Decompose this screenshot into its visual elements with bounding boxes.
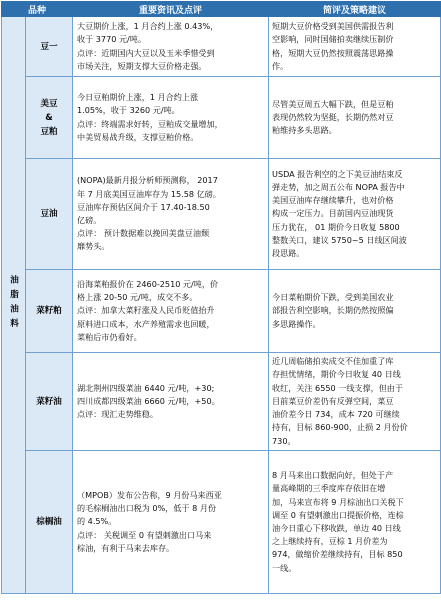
- header-variety: 品种: [2, 2, 73, 17]
- strategy-line: 油价差今日 734，成本 720 可继续: [272, 409, 400, 420]
- product-name: 豆油: [40, 209, 58, 219]
- report-table-container: [1, 1, 440, 601]
- strategy-line: 持有，目标 860-900，止损 2 月份价: [272, 422, 408, 433]
- news-cell-rapeseed-oil: [73, 353, 269, 451]
- news-line: 格上涨 20-50 元/吨，成交不多。: [77, 292, 198, 303]
- strategy-cell-rapeseed-meal: [269, 270, 441, 353]
- strategy-line: 近几周临储拍卖成交不佳加重了库: [272, 356, 394, 367]
- strategy-line: 今日菜粕期价下跌，受到美国农业: [272, 292, 394, 303]
- news-line: 四川成都四级菜油 6660 元/吨，+50。: [77, 395, 220, 406]
- strategy-line: 一线。: [272, 562, 297, 573]
- strategy-line: 部报告利空影响，长期仍然按照偏: [272, 305, 394, 316]
- news-line: 点评：近期国内大豆以及玉米季惜受到: [77, 47, 215, 58]
- news-line: 点评： 关税调至 0 有望刺激出口马来: [77, 529, 212, 540]
- product-name: &: [45, 112, 53, 123]
- news-line: 的毛棕榈油出口税为 0%，低于 8 月份: [77, 503, 217, 514]
- strategy-line: 尽管美豆周五大幅下跌，但是豆粕: [272, 98, 394, 109]
- product-name: 豆一: [40, 41, 58, 52]
- product-name: 棕榈油: [36, 517, 62, 527]
- strategy-line: 8 月马来出口数据向好，但处于产: [272, 470, 394, 481]
- strategy-line: 弹走势，加之周五公布 NOPA 报告中: [272, 181, 405, 192]
- strategy-line: 974，做缩价差继续持有，目标 850: [272, 549, 403, 560]
- strategy-line: 整数关口，建议 5750~5 日线区间波: [272, 234, 407, 245]
- strategy-line: 空影响，同时国储拍卖继续压制价: [272, 34, 394, 45]
- news-line: 湖北荆州四级菜油 6440 元/吨，+30;: [77, 382, 215, 393]
- news-line: 点评：现汇走势维稳。: [77, 409, 158, 420]
- product-cell-rapeseed-oil: [26, 353, 73, 451]
- strategy-line: 730。: [272, 435, 296, 446]
- news-line: 棕油，有利于马来去库存。: [77, 542, 175, 553]
- product-name: 菜籽油: [36, 396, 62, 407]
- news-line: 中美贸易战升级，支撑豆粕价格。: [77, 131, 199, 142]
- strategy-line: 压力犹在， 01 期价今日收复 5800: [272, 221, 400, 232]
- news-line: 年 7 月底美国豆油库存为 15.58 亿磅。: [77, 188, 221, 199]
- news-line: 靡势头。: [77, 241, 110, 252]
- news-cell-soybean-meal: [73, 77, 269, 159]
- strategy-line: 存担忧情绪，期价今日收复 40 日线: [272, 369, 401, 380]
- news-cell-palm-oil: [73, 451, 269, 594]
- strategy-line: 目前菜豆价差仍有反弹空间，菜豆: [272, 395, 394, 406]
- table-row: [2, 17, 441, 77]
- strategy-line: 表现仍然较为坚挺，长期仍然对豆: [272, 111, 394, 122]
- news-line: 原料进口成本，水产养殖需求也回暖，: [77, 318, 215, 329]
- table-row: [2, 77, 441, 159]
- news-line: 的 4.5%。: [77, 516, 117, 527]
- news-line: (NOPA)最新月报分析师预测称， 2017: [77, 175, 218, 186]
- header-news: 重要资讯及点评: [73, 2, 269, 17]
- strategy-line: 量高峰期的三季度库存依旧在增: [272, 483, 386, 494]
- table-row: [2, 451, 441, 594]
- table-row: [2, 353, 441, 451]
- product-name: 美豆: [40, 98, 58, 109]
- strategy-cell-soybean-no1: [269, 17, 441, 77]
- product-cell-soybean-no1: [26, 17, 73, 77]
- strategy-line: 加，马来宣布将 9 月棕油出口关税下: [272, 496, 404, 507]
- strategy-line: 作。: [272, 60, 289, 71]
- strategy-line: 短期大豆价格受到美国供需报告利: [272, 21, 394, 32]
- strategy-cell-palm-oil: [269, 451, 441, 594]
- header-strategy: 简评及策略建议: [269, 2, 441, 17]
- news-line: 点评：加拿大菜籽涨及人民币贬值抬升: [77, 305, 215, 316]
- news-line: 1.05%，收于 3260 元/吨。: [77, 105, 180, 116]
- news-line: 点评：终端需求好转，豆粕成交量增加，: [77, 118, 223, 129]
- news-line: 市场关注，短期支撑大豆价格走强。: [77, 60, 207, 71]
- strategy-line: 调至 0 有望刺激出口提振价格，连棕: [272, 509, 404, 520]
- strategy-line: 段思路。: [272, 248, 305, 258]
- news-line: 豆油库存预估区间介于 17.40-18.50: [77, 201, 210, 212]
- strategy-cell-rapeseed-oil: [269, 353, 441, 451]
- product-cell-soybean-meal: [26, 77, 73, 159]
- news-line: 收于 3770 元/吨。: [77, 34, 146, 45]
- strategy-line: 油今日重心下移收跌，单边 40 日线: [272, 523, 401, 533]
- strategy-cell-soybean-meal: [269, 77, 441, 159]
- table-row: [2, 270, 441, 353]
- strategy-line: USDA 报告利空的之下美豆油结束反: [272, 168, 403, 179]
- strategy-line: 之上继续持有，豆棕 1 月价差为: [272, 536, 388, 547]
- news-line: 沿海菜粕报价在 2460-2510 元/吨，价: [77, 278, 219, 289]
- strategy-cell-soybean-oil: [269, 159, 441, 270]
- strategy-line: 多思路操作。: [272, 318, 321, 329]
- news-cell-rapeseed-meal: [73, 270, 269, 353]
- category-cell: [2, 17, 26, 594]
- news-line: 点评： 预计数据难以挽回美盘豆油颓: [77, 228, 210, 239]
- strategy-line: 美国豆油库存继续攀升，也对价格: [272, 195, 394, 206]
- news-cell-soybean-no1: [73, 17, 269, 77]
- strategy-line: 收红，关注 6550 一线支撑，但由于: [272, 382, 403, 393]
- news-cell-soybean-oil: [73, 159, 269, 270]
- product-cell-soybean-oil: [26, 159, 73, 270]
- product-cell-rapeseed-meal: [26, 270, 73, 353]
- strategy-line: 格，短期大豆仍然按照震荡思路操: [272, 47, 394, 58]
- product-name: 豆粕: [40, 126, 58, 137]
- strategy-line: 粕维持多头思路。: [272, 125, 337, 136]
- table-row: [2, 159, 441, 270]
- table-header-row: [2, 2, 441, 17]
- news-line: 菜粕后市仍看好。: [77, 331, 142, 342]
- news-line: 今日豆粕期价上涨，1 月合约上涨: [77, 92, 199, 103]
- category-label: 油脂油料: [8, 274, 19, 333]
- product-name: 菜籽粕: [36, 306, 62, 316]
- news-line: 大豆期价上涨，1 月合约上涨 0.43%，: [77, 21, 219, 32]
- table-body: [2, 17, 441, 594]
- news-line: 亿磅。: [77, 215, 102, 225]
- strategy-line: 构成一定压力。目前国内豆油现货: [272, 208, 394, 219]
- report-table: [1, 1, 441, 594]
- product-cell-palm-oil: [26, 451, 73, 594]
- news-line: （MPOB）发布公告称，9 月份马来西亚: [77, 489, 222, 500]
